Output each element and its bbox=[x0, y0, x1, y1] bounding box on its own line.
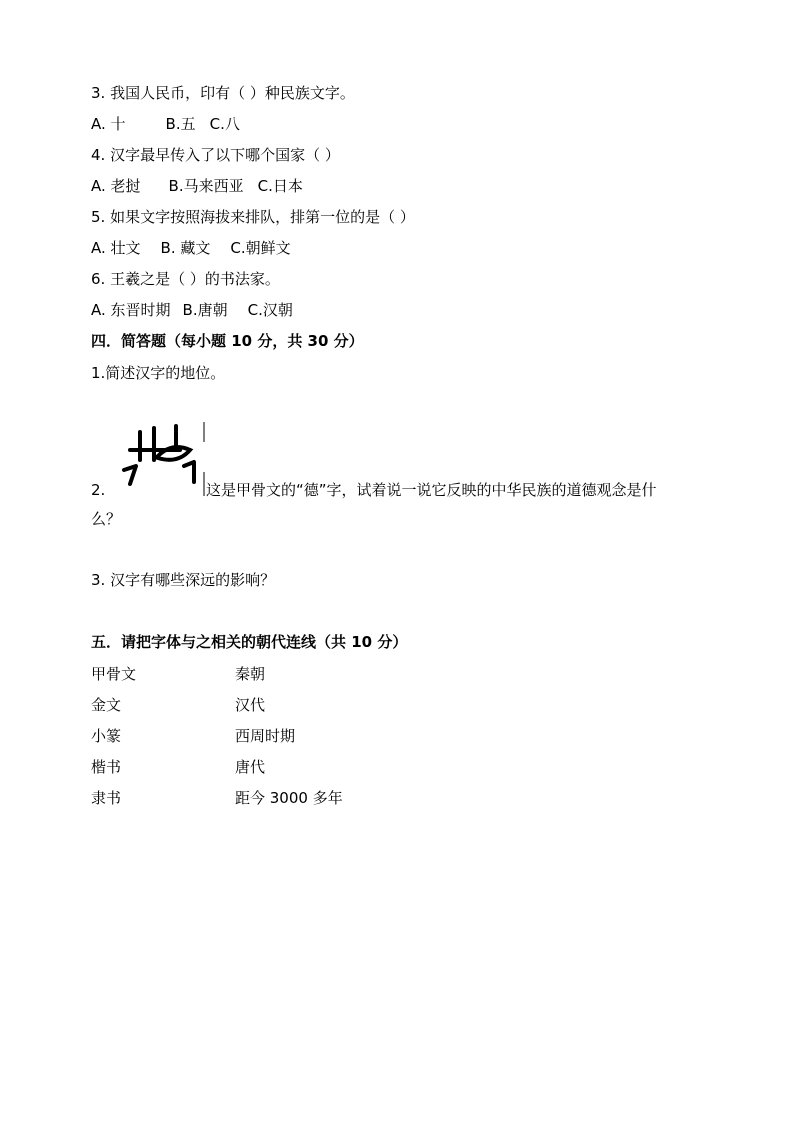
question-3-stem: 3. 我国人民币，印有（ ）种民族文字。 bbox=[91, 84, 355, 102]
option-a: A. 老挝 bbox=[91, 177, 141, 195]
script-style-item: 小篆 bbox=[91, 727, 122, 745]
short-answer-2-text-cont: 么？ bbox=[91, 510, 122, 528]
short-answer-2-text: 这是甲骨文的“德”字，试着说一说它反映的中华民族的道德观念是什 bbox=[206, 481, 657, 499]
dynasty-item: 西周时期 bbox=[235, 727, 296, 745]
script-style-item: 隶书 bbox=[91, 789, 122, 807]
option-b: B.五 bbox=[165, 115, 196, 133]
option-b: B.马来西亚 bbox=[168, 177, 244, 195]
question-6-options bbox=[91, 300, 293, 320]
question-3-options bbox=[91, 114, 240, 134]
option-c: C.汉朝 bbox=[247, 301, 293, 319]
option-b: B. 藏文 bbox=[160, 239, 211, 257]
section-4-heading: 四．简答题（每小题 10 分，共 30 分） bbox=[91, 332, 364, 350]
script-style-item: 甲骨文 bbox=[91, 665, 137, 683]
option-a: A. 东晋时期 bbox=[91, 301, 171, 319]
option-a: A. 壮文 bbox=[91, 239, 141, 257]
option-b: B.唐朝 bbox=[182, 301, 228, 319]
dynasty-item: 秦朝 bbox=[235, 665, 266, 683]
option-c: C.朝鲜文 bbox=[230, 239, 291, 257]
dynasty-item: 汉代 bbox=[235, 696, 266, 714]
dynasty-item: 唐代 bbox=[235, 758, 266, 776]
short-answer-3: 3. 汉字有哪些深远的影响？ bbox=[91, 571, 276, 589]
question-4-options bbox=[91, 176, 303, 196]
option-c: C.日本 bbox=[257, 177, 303, 195]
question-4-stem: 4. 汉字最早传入了以下哪个国家（ ） bbox=[91, 146, 340, 164]
short-answer-1: 1.简述汉字的地位。 bbox=[91, 364, 226, 382]
question-6-stem: 6. 王羲之是（ ）的书法家。 bbox=[91, 270, 280, 288]
question-5-options bbox=[91, 238, 291, 258]
oracle-de-character-image bbox=[118, 420, 210, 498]
question-5-stem: 5. 如果文字按照海拔来排队，排第一位的是（ ） bbox=[91, 208, 415, 226]
section-5-heading: 五．请把字体与之相关的朝代连线（共 10 分） bbox=[91, 633, 408, 651]
option-c: C.八 bbox=[209, 115, 240, 133]
option-a: A. 十 bbox=[91, 115, 126, 133]
script-style-item: 楷书 bbox=[91, 758, 122, 776]
short-answer-2-number: 2. bbox=[91, 481, 106, 499]
oracle-bone-de-glyph bbox=[118, 420, 210, 498]
script-style-item: 金文 bbox=[91, 696, 122, 714]
dynasty-item: 距今 3000 多年 bbox=[235, 789, 343, 807]
